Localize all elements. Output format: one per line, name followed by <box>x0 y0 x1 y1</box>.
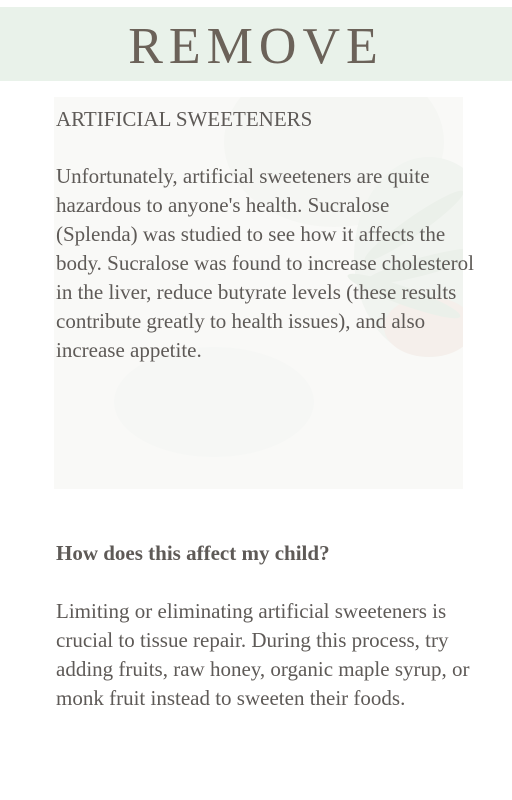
section-heading: ARTIFICIAL SWEETENERS <box>56 107 313 131</box>
faq-answer: Limiting or eliminating artificial sweeteners is crucial to tissue repair. During this process, try adding fruits, raw honey, organic maple syrup, or monk fruit instead to sweeten their foods. <box>56 599 470 710</box>
section-paragraph: Unfortunately, artificial sweeteners are quite hazardous to anyone's health. Sucralose (Splenda) was studied to see how it affects the body. Sucralose was found to increase cholesterol in the liver, reduce butyrate levels (these results contribute greatly to health issues), and also increase appetite. <box>56 164 474 362</box>
page-title: REMOVE <box>128 18 384 75</box>
faq-question: How does this affect my child? <box>56 541 330 565</box>
